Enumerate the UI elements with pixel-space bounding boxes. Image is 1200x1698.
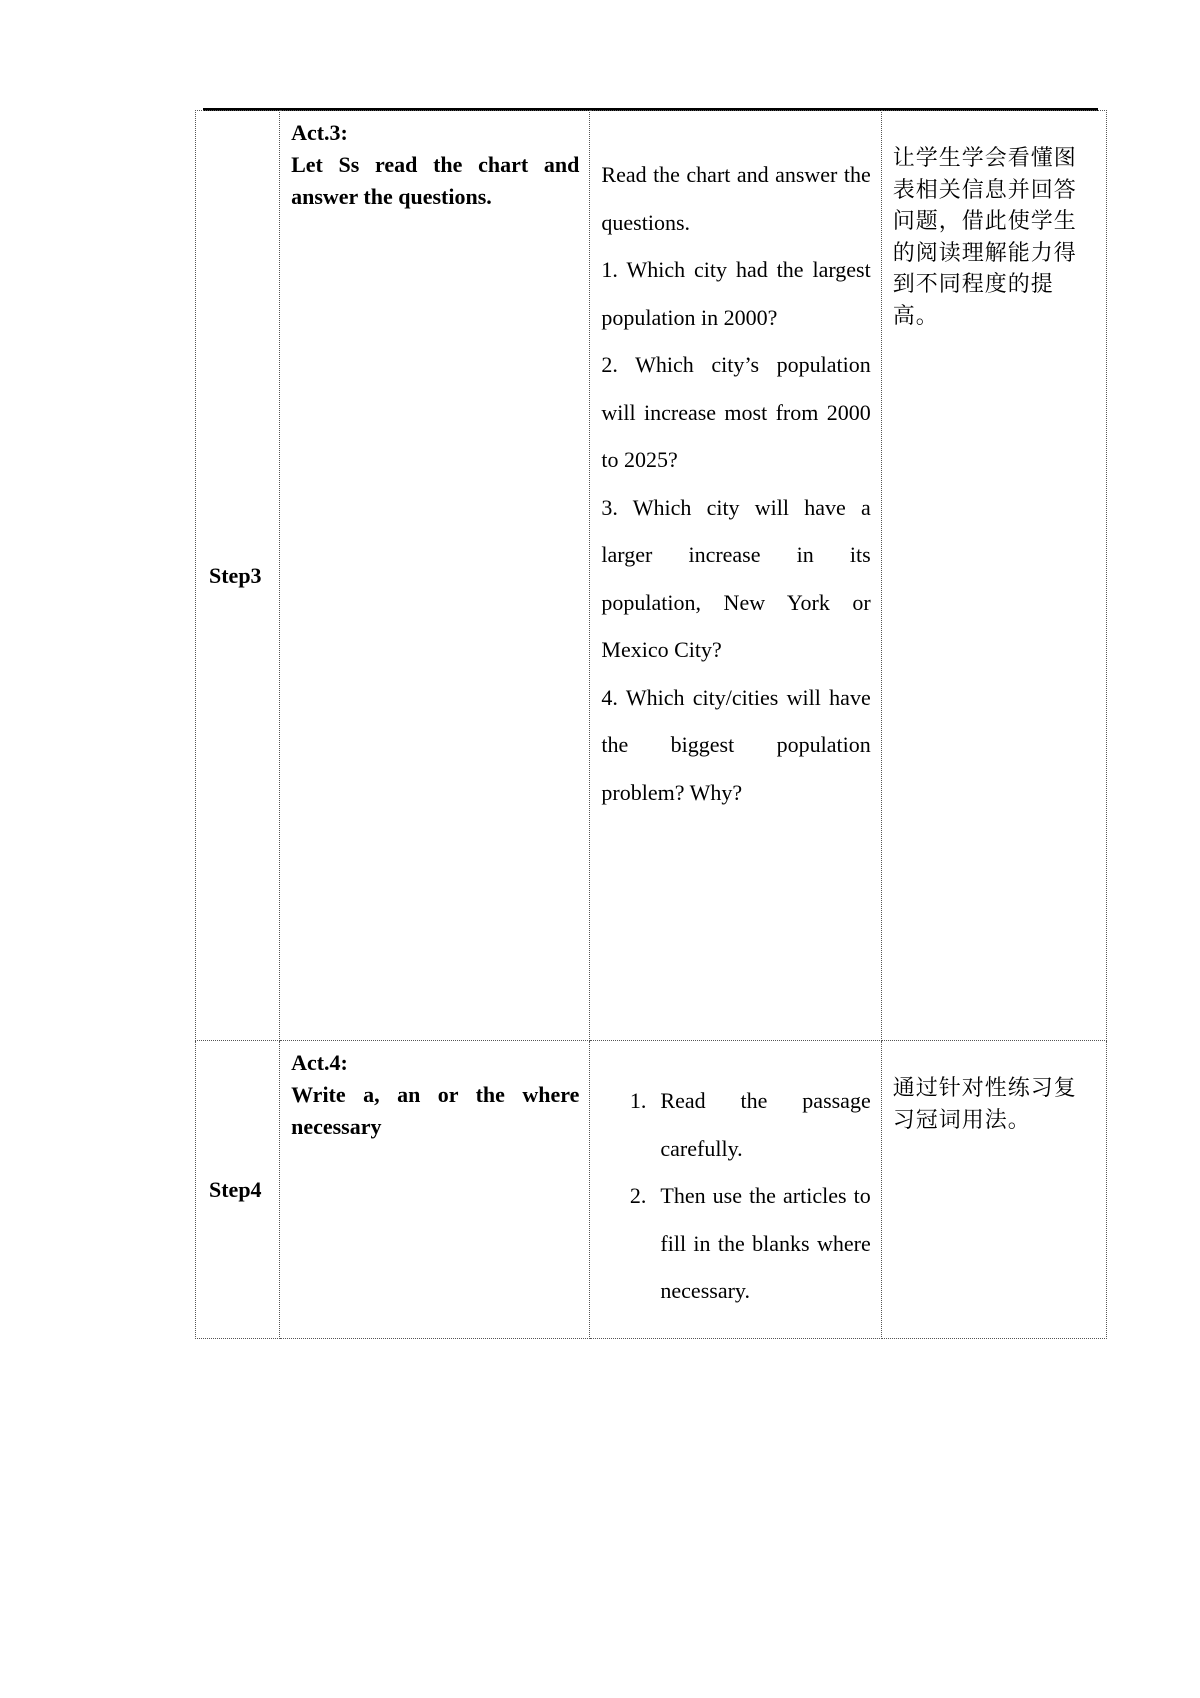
step-cell xyxy=(196,1041,280,1339)
procedure-cell xyxy=(590,1041,881,1339)
activity-cell xyxy=(280,1041,590,1339)
purpose-text: 让学生学会看懂图表相关信息并回答问题，借此使学生的阅读理解能力得到不同程度的提高。 xyxy=(892,146,1077,329)
list-item xyxy=(590,1077,870,1172)
purpose-cell xyxy=(881,1041,1106,1339)
list-text: Then use the articles to fill in the blanks where necessary. xyxy=(660,1183,871,1303)
table-row-step3 xyxy=(196,111,1107,1041)
step-cell xyxy=(196,111,280,1041)
step-label: Step4 xyxy=(209,1176,262,1202)
procedure-item: 2. Which city’s population will increase most from 2000 to 2025? xyxy=(601,352,871,472)
procedure-item: 1. Which city had the largest population in 2000? xyxy=(601,257,871,330)
activity-title: Act.4: xyxy=(291,1050,348,1075)
list-item xyxy=(590,1172,870,1315)
purpose-cell xyxy=(881,111,1106,1041)
purpose-text: 通过针对性练习复习冠词用法。 xyxy=(892,1076,1077,1133)
lesson-plan-table xyxy=(195,110,1107,1339)
procedure-item: 4. Which city/cities will have the biggest population problem? Why? xyxy=(601,684,871,805)
activity-cell xyxy=(280,111,590,1041)
table-row-step4 xyxy=(196,1041,1107,1339)
activity-title: Act.3: xyxy=(291,120,348,145)
step-label: Step3 xyxy=(209,562,262,588)
procedure-cell xyxy=(590,111,881,1041)
list-text: Read the passage carefully. xyxy=(660,1088,871,1161)
procedure-intro: Read the chart and answer the questions. xyxy=(601,162,871,235)
procedure-item: 3. Which city will have a larger increase in its population, New York or Mexico City? xyxy=(601,494,871,662)
list-number: 2. xyxy=(629,1183,647,1208)
activity-text: Write a, an or the where necessary xyxy=(291,1082,580,1139)
list-number: 1. xyxy=(629,1088,647,1113)
activity-text: Let Ss read the chart and answer the questions. xyxy=(291,152,580,209)
